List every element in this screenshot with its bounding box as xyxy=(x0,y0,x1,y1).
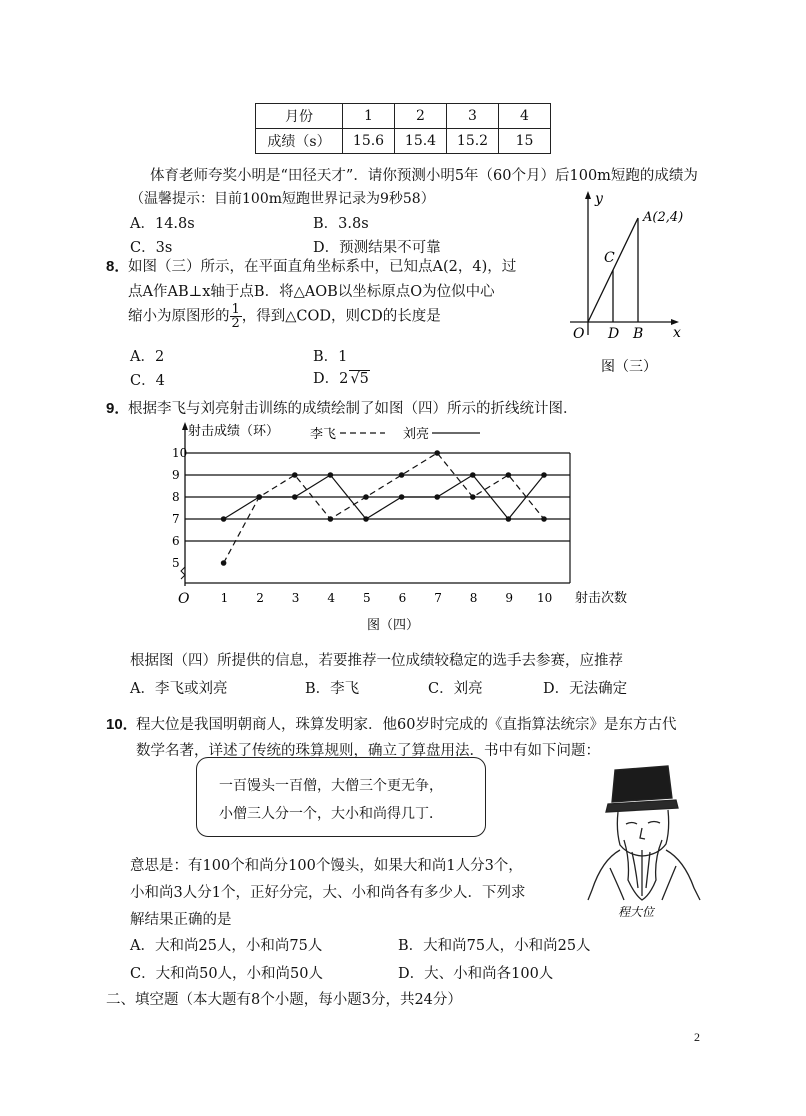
q8-line2: 点A作AB⊥x轴于点B．将△AOB以坐标原点O为位似中心 xyxy=(128,284,495,300)
y-axis-arrow xyxy=(585,191,591,199)
portrait-caption: 程大位 xyxy=(618,905,655,919)
table-cell: 3 xyxy=(447,104,499,129)
q7-option-c: C．3s xyxy=(130,240,173,256)
q9-option-a: A．李飞或刘亮 xyxy=(130,681,228,697)
data-point-liuliang xyxy=(363,516,369,522)
y-tick-label: 8 xyxy=(172,490,180,504)
q10-number: 10． xyxy=(106,716,138,733)
q9-option-b: B．李飞 xyxy=(305,681,360,697)
q8-line3-post: ，得到△COD，则CD的长度是 xyxy=(241,308,441,325)
label-x: x xyxy=(673,325,681,341)
table-cell: 15.6 xyxy=(343,129,395,154)
q10-meaning-line1: 意思是：有100个和尚分100个馒头，如果大和尚1人分3个， xyxy=(130,858,523,874)
q7-option-d: D．预测结果不可靠 xyxy=(313,240,441,256)
table-row xyxy=(256,104,551,129)
table-cell: 15.4 xyxy=(395,129,447,154)
poem-box xyxy=(196,757,486,837)
q8-line3 xyxy=(128,303,441,330)
table-row xyxy=(256,129,551,154)
chart-legend xyxy=(310,426,480,442)
q7-stem-line1: 体育老师夸奖小明是“田径天才”．请你预测小明5年（60个月）后100m短跑的成绩为 xyxy=(150,168,698,184)
table-cell: 2 xyxy=(395,104,447,129)
table-cell: 成绩（s） xyxy=(256,129,343,154)
data-point-liuliang xyxy=(328,472,334,478)
q10-option-b: B．大和尚75人，小和尚25人 xyxy=(398,938,591,954)
q9-option-d: D．无法确定 xyxy=(543,681,628,697)
chart-xlabel: 射击次数 xyxy=(575,591,628,606)
label-y: y xyxy=(595,191,603,207)
poem-line2: 小僧三人分一个，大小和尚得几丁． xyxy=(219,806,443,822)
table-cell: 1 xyxy=(343,104,395,129)
data-point-lifei xyxy=(292,472,298,478)
data-point-liuliang xyxy=(292,494,298,500)
data-point-liuliang xyxy=(399,494,405,500)
x-tick-label: 6 xyxy=(398,591,407,605)
q8-option-d-text: D．2 xyxy=(313,371,349,387)
q8-option-c: C．4 xyxy=(130,373,165,389)
page-number: 2 xyxy=(694,1030,700,1044)
q10-line2: 数学名著，详述了传统的珠算规则，确立了算盘用法．书中有如下问题： xyxy=(136,743,600,759)
x-tick-label: 9 xyxy=(505,591,514,605)
q9-after-text: 根据图（四）所提供的信息，若要推荐一位成绩较稳定的选手去参赛，应推荐 xyxy=(130,653,623,669)
y-tick-label: 9 xyxy=(172,468,180,482)
data-point-liuliang xyxy=(506,516,512,522)
q8-option-d xyxy=(313,367,370,388)
x-tick-label: 5 xyxy=(363,591,371,605)
data-point-lifei xyxy=(470,494,476,500)
x-tick-label: 3 xyxy=(291,591,300,605)
fraction-denominator: 2 xyxy=(231,316,240,331)
y-tick-label: 10 xyxy=(172,446,188,460)
data-point-liuliang xyxy=(470,472,476,478)
label-A: A(2,4) xyxy=(643,210,684,225)
fraction-numerator: 1 xyxy=(231,302,240,317)
label-C: C xyxy=(604,250,615,266)
y-tick-label: 5 xyxy=(172,556,180,570)
data-point-liuliang xyxy=(221,516,227,522)
score-table xyxy=(255,103,551,154)
q8-option-b: B．1 xyxy=(313,349,348,365)
q10-meaning-line2: 小和尚3人分1个，正好分完，大、小和尚各有多少人．下列求 xyxy=(130,885,526,901)
table-cell: 月份 xyxy=(256,104,343,129)
legend-label-liuliang: 刘亮 xyxy=(403,427,430,442)
data-point-lifei xyxy=(221,560,227,566)
x-tick-label: 2 xyxy=(256,591,264,605)
q10-option-c: C．大和尚50人，小和尚50人 xyxy=(130,966,323,982)
line-chart-shooting-scores xyxy=(160,418,660,636)
q10-option-a: A．大和尚25人，小和尚75人 xyxy=(130,938,323,954)
legend-label-lifei: 李飞 xyxy=(310,427,337,442)
label-D: D xyxy=(608,326,620,342)
data-point-liuliang xyxy=(434,494,440,500)
table-cell: 15 xyxy=(499,129,551,154)
chart-ylabel: 射击成绩（环） xyxy=(188,424,280,439)
data-point-lifei xyxy=(399,472,405,478)
data-point-liuliang xyxy=(256,494,262,500)
q10-line1: 程大位是我国明朝商人，珠算发明家．他60岁时完成的《直指算法统宗》是东方古代 xyxy=(136,717,677,733)
q7-option-b: B．3.8s xyxy=(313,216,369,232)
data-point-liuliang xyxy=(541,472,547,478)
figure-3-coordinate-diagram xyxy=(560,185,700,385)
figure-3-caption: 图（三） xyxy=(601,359,657,375)
data-point-lifei xyxy=(506,472,512,478)
table-cell: 15.2 xyxy=(447,129,499,154)
cheng-dawei-portrait xyxy=(580,760,705,920)
poem-line1: 一百馒头一百僧，大僧三个更无争， xyxy=(219,778,443,794)
q8-line3-pre: 缩小为原图形的 xyxy=(128,308,230,325)
q8-line1: 如图（三）所示，在平面直角坐标系中，已知点A(2，4)，过 xyxy=(128,259,517,275)
q7-option-a: A．14.8s xyxy=(130,216,195,232)
chart-caption: 图（四） xyxy=(367,618,420,633)
q9-stem: 根据李飞与刘亮射击训练的成绩绘制了如图（四）所示的折线统计图． xyxy=(128,401,578,417)
x-tick-label: 8 xyxy=(469,591,478,605)
label-O: O xyxy=(573,326,585,342)
y-tick-label: 6 xyxy=(172,534,180,548)
sqrt-value: 5 xyxy=(359,371,369,387)
q8-number: 8． xyxy=(106,258,130,275)
data-point-lifei xyxy=(363,494,369,500)
q10-option-d: D．大、小和尚各100人 xyxy=(398,966,554,982)
label-B: B xyxy=(633,326,644,342)
q9-number: 9． xyxy=(106,400,130,417)
q10-meaning-line3: 解结果正确的是 xyxy=(130,912,232,928)
x-tick-label: 1 xyxy=(220,591,229,605)
q8-option-a: A．2 xyxy=(130,349,165,365)
sqrt-radicand: √5 xyxy=(350,371,369,387)
x-tick-label: 10 xyxy=(537,591,553,605)
x-tick-label: 7 xyxy=(434,591,442,605)
chart-origin-label: O xyxy=(178,591,190,607)
q7-stem-line2: （温馨提示：目前100m短跑世界记录为9秒58） xyxy=(130,191,435,207)
table-cell: 4 xyxy=(499,104,551,129)
x-tick-label: 4 xyxy=(327,591,336,605)
data-point-lifei xyxy=(328,516,334,522)
q9-option-c: C．刘亮 xyxy=(428,681,483,697)
y-tick-label: 7 xyxy=(172,512,180,526)
fraction-half xyxy=(230,303,242,330)
section-2-heading: 二、填空题（本大题有8个小题，每小题3分，共24分） xyxy=(106,992,462,1008)
data-point-lifei xyxy=(541,516,547,522)
data-point-lifei xyxy=(434,450,440,456)
